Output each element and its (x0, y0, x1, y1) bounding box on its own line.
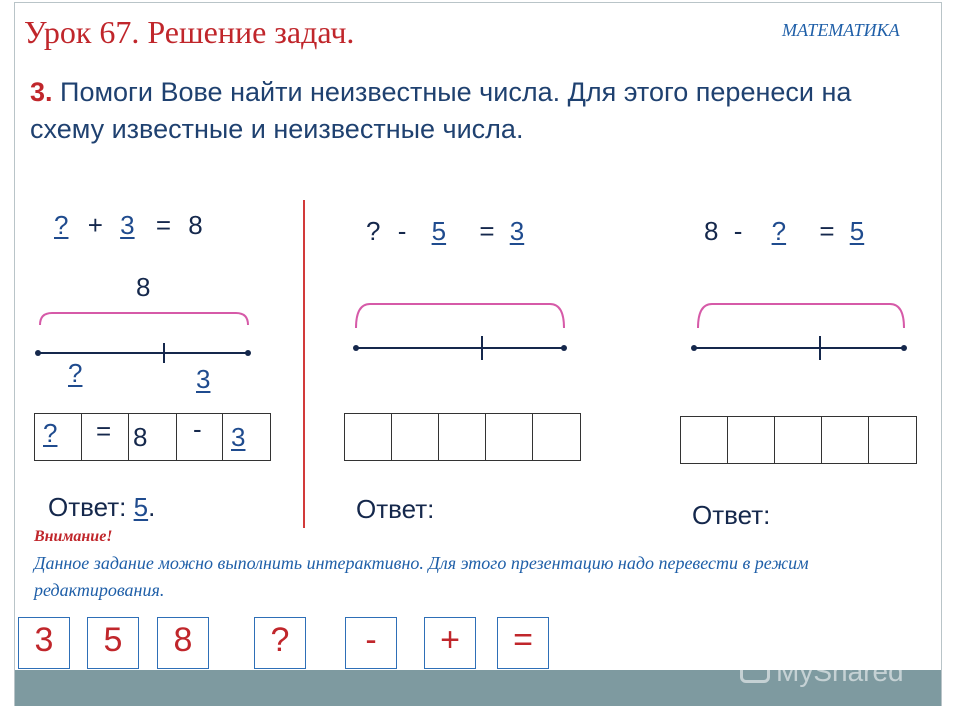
solution-grid-1 (34, 413, 271, 461)
answer1-value[interactable]: 5 (133, 492, 149, 522)
tile-question[interactable]: ? (254, 617, 306, 669)
scheme1-diagram (30, 305, 260, 365)
task-body: Помоги Вове найти неизвестные числа. Для этого перенеси на схему известные и неизвестные числа. (30, 77, 852, 144)
watermark-logo (740, 656, 904, 688)
solution3-cell-1[interactable] (681, 417, 728, 463)
eq3-operator: - (733, 216, 743, 246)
eq3-minuend: 8 (704, 216, 719, 246)
solution1-value-1: ? (43, 418, 58, 448)
subject-label: МАТЕМАТИКА (782, 20, 900, 40)
lesson-title: Урок 67. Решение задач. (24, 14, 355, 50)
column-divider (303, 200, 305, 528)
answer-1 (48, 492, 155, 523)
scheme1-total[interactable]: 8 (136, 272, 151, 302)
solution1-value-2: = (96, 416, 112, 446)
eq1-unknown[interactable]: ? (54, 210, 69, 240)
solution2-cell-4[interactable] (486, 414, 533, 460)
notice-title: Внимание! (34, 528, 113, 545)
scheme1-left[interactable] (68, 358, 82, 389)
scheme2-diagram (348, 300, 578, 360)
tile-5[interactable]: 5 (87, 617, 139, 669)
tile-3[interactable]: 3 (18, 617, 70, 669)
answer-2: Ответ: (356, 494, 435, 524)
eq3-unknown[interactable]: ? (771, 216, 787, 246)
scheme1-right[interactable] (196, 364, 210, 395)
eq1-equals: = (155, 210, 172, 240)
solution1-value-3: 8 (133, 422, 148, 452)
solution1-cell-2[interactable] (82, 414, 129, 460)
solution1-cell-3[interactable] (129, 414, 176, 460)
equation-2 (366, 216, 524, 247)
logo-icon (740, 659, 770, 683)
eq2-equals: = (479, 216, 495, 246)
answer-3: Ответ: (692, 500, 771, 530)
solution1-value-4: - (193, 414, 202, 444)
task-text (30, 74, 930, 148)
answer1-period: . (148, 492, 156, 522)
tile-8[interactable]: 8 (157, 617, 209, 669)
solution1-value-5: 3 (231, 422, 246, 452)
solution2-cell-1[interactable] (345, 414, 392, 460)
equation-3 (704, 216, 864, 247)
solution3-cell-4[interactable] (822, 417, 869, 463)
tile-plus[interactable]: + (424, 617, 476, 669)
eq1-operator: + (87, 210, 103, 240)
solution1-cell-5[interactable] (223, 414, 270, 460)
solution3-cell-2[interactable] (728, 417, 775, 463)
logo-text: MyShared (776, 656, 904, 687)
eq3-difference[interactable]: 5 (849, 216, 865, 246)
notice-text: Данное задание можно выполнить интерактивно. Для этого презентацию надо перевести в режим редактирования. (34, 553, 809, 600)
eq2-unknown[interactable]: ? (366, 216, 381, 246)
eq2-difference[interactable]: 3 (509, 216, 525, 246)
eq1-sum: 8 (188, 210, 203, 240)
scheme1-left-value: ? (68, 358, 83, 388)
solution3-cell-3[interactable] (775, 417, 822, 463)
tile-minus[interactable]: - (345, 617, 397, 669)
solution1-cell-4[interactable] (176, 414, 223, 460)
scheme1-right-value: 3 (196, 364, 211, 394)
solution1-cell-1[interactable] (35, 414, 82, 460)
eq2-operator: - (397, 216, 407, 246)
solution2-cell-3[interactable] (439, 414, 486, 460)
solution3-cell-5[interactable] (869, 417, 916, 463)
answer1-label: Ответ: (48, 492, 127, 522)
solution-grid-3 (680, 416, 917, 464)
solution2-cell-2[interactable] (392, 414, 439, 460)
eq2-subtrahend[interactable]: 5 (431, 216, 447, 246)
equation-1 (54, 210, 203, 241)
solution2-cell-5[interactable] (533, 414, 580, 460)
scheme3-diagram (690, 300, 920, 360)
tile-equals[interactable]: = (497, 617, 549, 669)
eq3-equals: = (819, 216, 835, 246)
solution-grid-2 (344, 413, 581, 461)
task-number: 3. (30, 77, 53, 107)
eq1-addend[interactable]: 3 (120, 210, 135, 240)
